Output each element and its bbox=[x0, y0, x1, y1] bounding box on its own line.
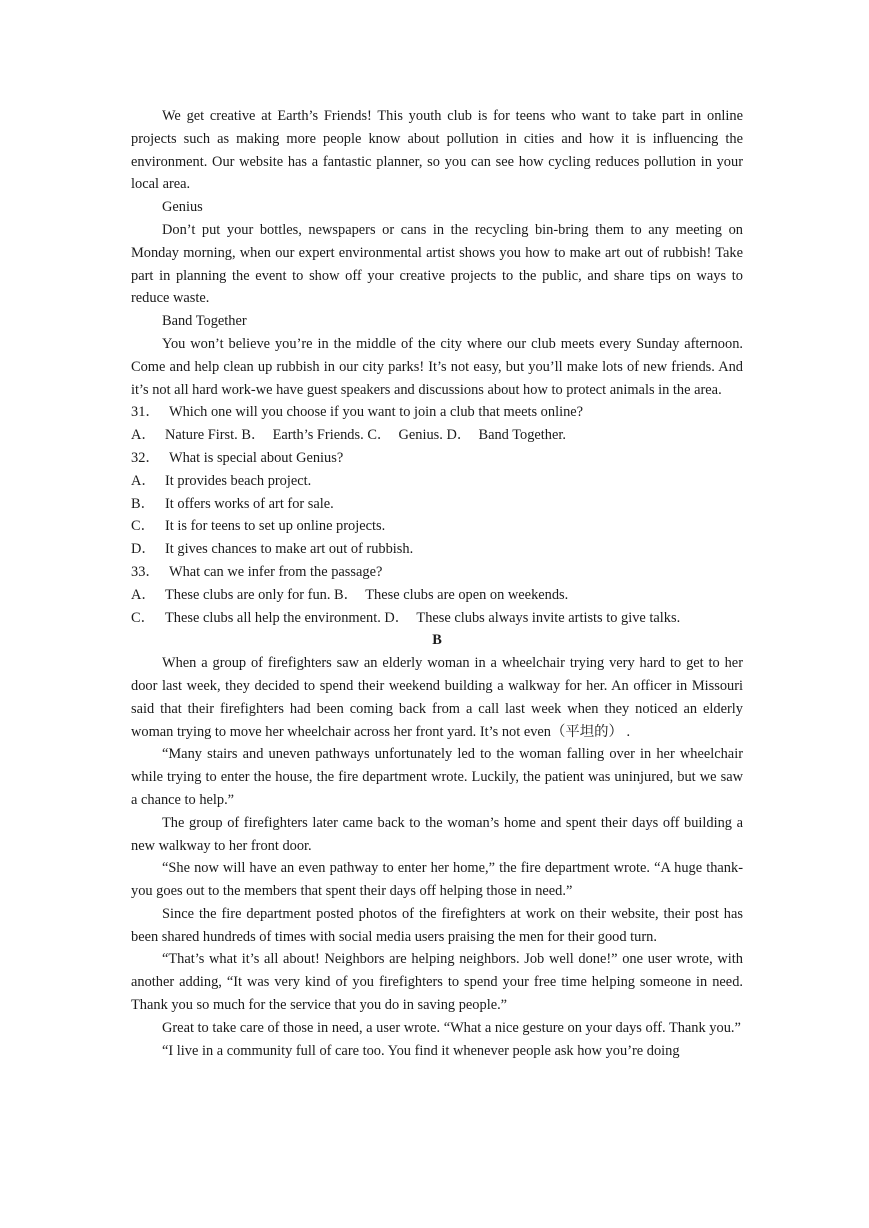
genius-paragraph: Don’t put your bottles, newspapers or cans in the recycling bin-bring them to any meeting on Monday morning, when our expert environmental artist shows you how to make art out of rubbish! Take part in planning the event to show off your creative projects to the public, and share tips on ways to reduce waste. bbox=[131, 221, 743, 307]
question-number: 32． bbox=[131, 449, 160, 466]
passage-b-paragraph-5: Since the fire department posted photos of the firefighters at work on their website, their post has been shared hundreds of times with social media users praising the men for their good turn. bbox=[131, 905, 743, 945]
option-b: Earth’s Friends. bbox=[272, 427, 364, 444]
option-a: Nature First. bbox=[165, 427, 238, 444]
option-letter-c: C． bbox=[131, 609, 155, 626]
option-letter-b: B． bbox=[334, 586, 359, 603]
band-together-paragraph: You won’t believe you’re in the middle of the city where our club meets every Sunday afternoon. Come and help clean up rubbish in our city parks! It’s not easy, but you’ll make lots of new friends. And it’s not all hard work-we have guest speakers and discussions about how to protect animals in the area. bbox=[131, 335, 743, 398]
question-32-option-d bbox=[131, 538, 743, 561]
question-number: 31． bbox=[131, 404, 160, 421]
option-b: These clubs are open on weekends. bbox=[365, 586, 569, 603]
option-letter-d: D． bbox=[384, 609, 410, 626]
question-31 bbox=[131, 401, 743, 424]
option-a: These clubs are only for fun. bbox=[165, 586, 331, 603]
option-c: Genius. bbox=[398, 427, 443, 444]
option-letter-d: D． bbox=[131, 541, 156, 558]
option-c: It is for teens to set up online projects. bbox=[165, 518, 386, 535]
question-33-options-ab bbox=[131, 584, 743, 607]
option-letter-b: B． bbox=[241, 427, 266, 444]
question-32-option-a bbox=[131, 470, 743, 493]
question-text: Which one will you choose if you want to join a club that meets online? bbox=[169, 404, 584, 421]
passage-b-paragraph-6: “That’s what it’s all about! Neighbors are helping neighbors. Job well done!” one user wrote, with another adding, “It was very kind of you firefighters to spend your free time helping someone in need. Thank you so much for the service that you do in saving people.” bbox=[131, 951, 743, 1014]
option-a: It provides beach project. bbox=[165, 472, 312, 489]
option-d: It gives chances to make art out of rubbish. bbox=[165, 541, 414, 558]
passage-b-paragraph-2: “Many stairs and uneven pathways unfortunately led to the woman falling over in her wheelchair while trying to enter the house, the fire department wrote. Luckily, the patient was uninjured, but we saw a chance to help.” bbox=[131, 746, 743, 808]
option-c: These clubs all help the environment. bbox=[165, 609, 381, 626]
club-heading-band-together: Band Together bbox=[162, 313, 247, 330]
passage-b-paragraph-7: Great to take care of those in need, a user wrote. “What a nice gesture on your days off. Thank you.” bbox=[162, 1019, 741, 1036]
option-letter-d: D． bbox=[446, 427, 472, 444]
question-text: What can we infer from the passage? bbox=[169, 563, 383, 580]
option-d: Band Together. bbox=[478, 427, 566, 444]
question-33 bbox=[131, 561, 743, 584]
question-number: 33． bbox=[131, 563, 160, 580]
option-letter-a: A． bbox=[131, 472, 156, 489]
option-d: These clubs always invite artists to give talks. bbox=[416, 609, 681, 626]
option-b: It offers works of art for sale. bbox=[165, 495, 334, 512]
question-32-option-b bbox=[131, 493, 743, 516]
question-33-options-cd bbox=[131, 607, 743, 630]
option-letter-c: C． bbox=[367, 427, 392, 444]
option-letter-a: A． bbox=[131, 586, 156, 603]
question-text: What is special about Genius? bbox=[169, 449, 344, 466]
passage-b-paragraph-3: The group of firefighters later came back to the woman’s home and spent their days off building a new walkway to her front door. bbox=[131, 814, 743, 854]
passage-b-paragraph-4: “She now will have an even pathway to enter her home,” the fire department wrote. “A huge thank-you goes out to the members that spent their days off helping those in need.” bbox=[131, 860, 743, 900]
question-32-option-c bbox=[131, 515, 743, 538]
club-heading-genius: Genius bbox=[162, 199, 203, 216]
passage-a-paragraph: We get creative at Earth’s Friends! This youth club is for teens who want to take part in online projects such as making more people know about pollution in cities and how it is influencing the environment. Our website has a fantastic planner, so you can see how cycling reduces pollution in your local area. bbox=[131, 108, 743, 193]
option-letter-a: A． bbox=[131, 427, 156, 444]
passage-b-paragraph-8: “I live in a community full of care too. You find it whenever people ask how you’re doing bbox=[162, 1042, 680, 1059]
question-32 bbox=[131, 447, 743, 470]
document-page bbox=[131, 105, 743, 1062]
question-31-options bbox=[131, 424, 743, 447]
passage-b-title: B bbox=[432, 632, 442, 649]
passage-b-paragraph-1: When a group of firefighters saw an elderly woman in a wheelchair trying very hard to get to her door last week, they decided to spend their weekend building a walkway for her. An officer in Missouri said that their firefighters had been coming back from a call last week when they noticed an elderly woman trying to move her wheelchair across her front yard. It’s not even（平坦的） . bbox=[131, 655, 743, 740]
option-letter-b: B． bbox=[131, 495, 155, 512]
option-letter-c: C． bbox=[131, 518, 155, 535]
